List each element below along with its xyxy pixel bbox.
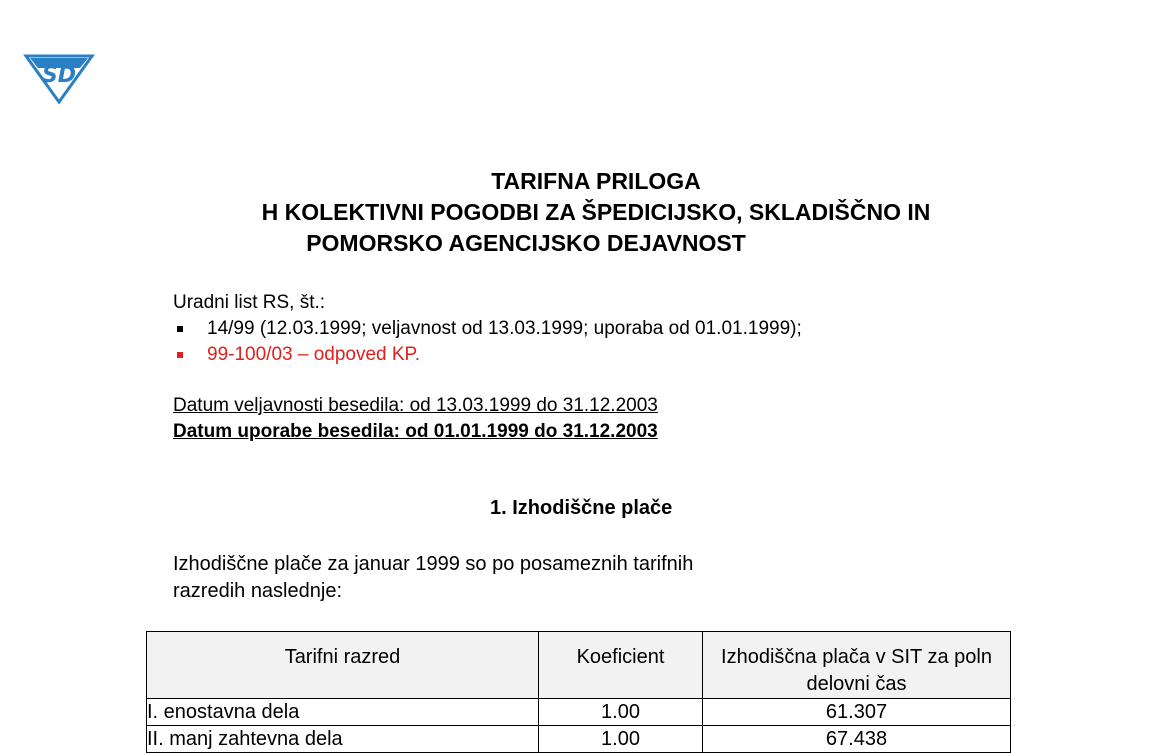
svg-text:SD: SD (41, 63, 77, 88)
table-cell-razred: I. enostavna dela (147, 699, 539, 726)
section-intro (173, 551, 693, 605)
intro-line-1: Izhodiščne plače za januar 1999 so po posameznih tarifnih (173, 553, 694, 575)
table-cell-placa: 67.438 (703, 726, 1011, 753)
square-bullet-icon (177, 352, 183, 358)
uradni-list-item-text: 99-100/03 – odpoved KP. (207, 344, 421, 365)
datum-veljavnosti: Datum veljavnosti besedila: od 13.03.1999 do 31.12.2003 (173, 395, 658, 416)
intro-line-2: razredih naslednje: (173, 580, 342, 602)
column-header-izhodiscna-placa: Izhodiščna plača v SIT za poln delovni čas (703, 632, 1011, 699)
datum-uporabe: Datum uporabe besedila: od 01.01.1999 do 31.12.2003 (173, 421, 658, 442)
table-row (147, 699, 1011, 726)
table-cell-koeficient: 1.00 (539, 726, 703, 753)
title-line-1: TARIFNA PRILOGA (491, 168, 701, 194)
table-cell-razred: II. manj zahtevna dela (147, 726, 539, 753)
document-title (0, 166, 1157, 259)
uradni-list-item-text: 14/99 (12.03.1999; veljavnost od 13.03.1999; uporaba od 01.01.1999); (207, 318, 802, 339)
uradni-list-item (173, 316, 802, 342)
sd-shield-logo-icon (22, 48, 96, 104)
title-line-3: POMORSKO AGENCIJSKO DEJAVNOST (306, 230, 746, 256)
section-title: 1. Izhodiščne plače (490, 497, 673, 519)
square-bullet-icon (177, 326, 183, 332)
title-line-2: H KOLEKTIVNI POGODBI ZA ŠPEDICIJSKO, SKLADIŠČNO IN (261, 199, 931, 225)
table-row (147, 726, 1011, 753)
table-cell-koeficient: 1.00 (539, 699, 703, 726)
uradni-list-item-odpoved (173, 342, 802, 368)
tariff-table (146, 631, 1011, 753)
datum-block (173, 393, 658, 445)
table-header-row (147, 632, 1011, 699)
table-cell-placa: 61.307 (703, 699, 1011, 726)
column-header-tarifni-razred: Tarifni razred (147, 632, 539, 699)
uradni-list-label: Uradni list RS, št.: (173, 292, 326, 313)
column-header-koeficient: Koeficient (539, 632, 703, 699)
uradni-list-block (173, 290, 802, 368)
